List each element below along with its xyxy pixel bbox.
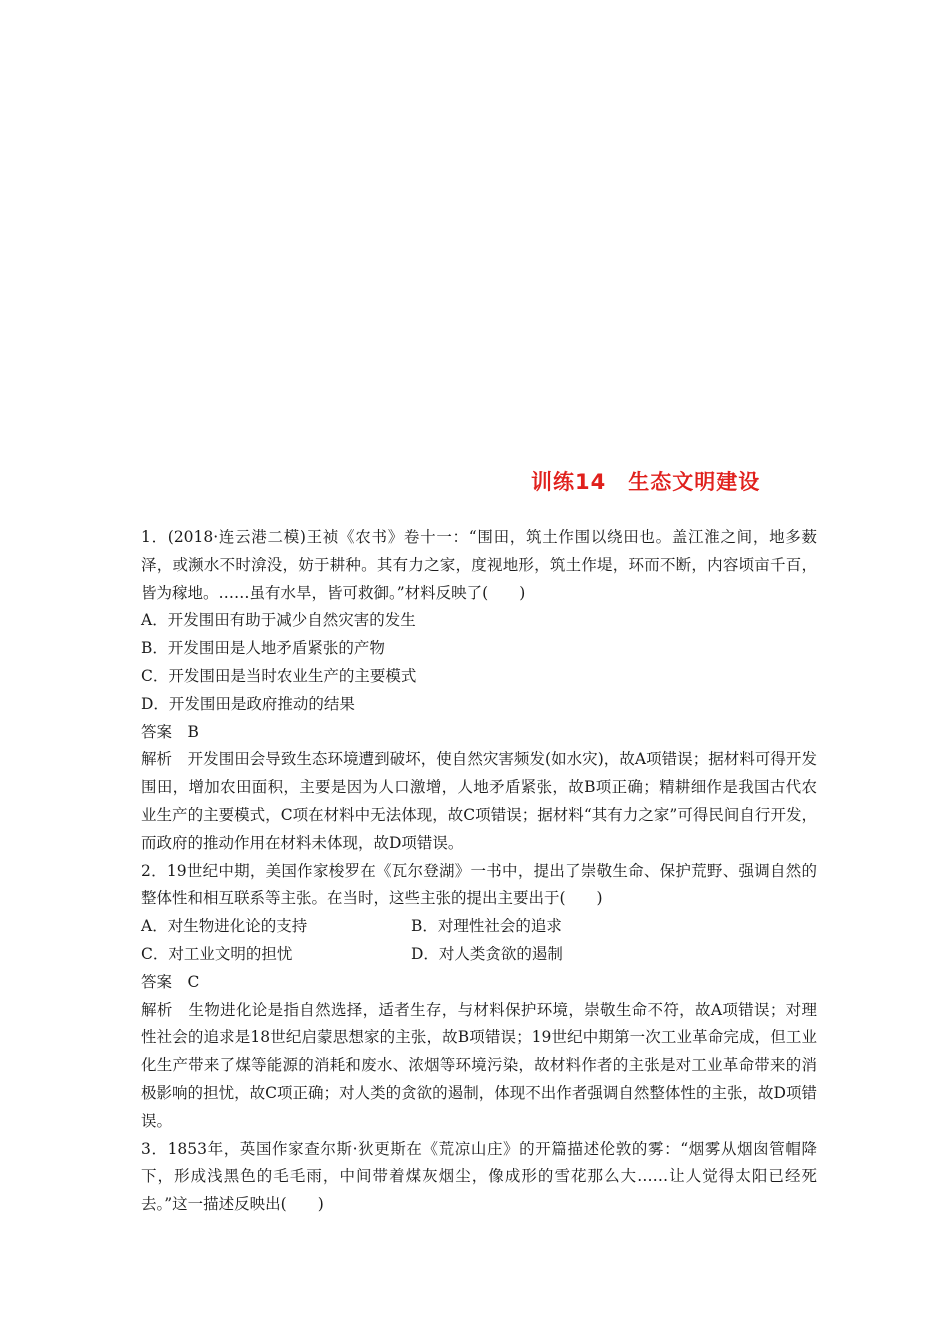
option-a: A．开发围田有助于减少自然灾害的发生 [141, 611, 416, 630]
page-title: 训练14 生态文明建设 [531, 470, 761, 494]
question-stem: 1．(2018·连云港二模)王祯《农书》卷十一：“围田，筑土作围以绕田也。盖江淮之间，地多薮泽，或濒水不时渰没，妨于耕种。其有力之家，度视地形，筑土作堤，环而不断，内容顷亩千百，皆为稼地。……虽有水旱，皆可救御。”材料反映了( ) [141, 528, 817, 602]
option-c: C．开发围田是当时农业生产的主要模式 [141, 666, 417, 685]
question-1 [141, 524, 817, 858]
option-c: C．对工业文明的担忧 [141, 944, 293, 963]
question-2 [141, 858, 817, 1136]
option-b: B．对理性社会的追求 [411, 917, 562, 936]
option-d: D．对人类贪欲的遏制 [411, 944, 563, 963]
option-b: B．开发围田是人地矛盾紧张的产物 [141, 639, 385, 658]
question-stem: 3．1853年，英国作家查尔斯·狄更斯在《荒凉山庄》的开篇描述伦敦的雾：“烟雾从烟囱管帽降下，形成浅黑色的毛毛雨，中间带着煤灰烟尘，像成形的雪花那么大……让人觉得太阳已经死去。”这一描述反映出( ) [141, 1139, 817, 1214]
option-row [141, 913, 817, 941]
question-list [141, 524, 817, 1219]
analysis: 解析 生物进化论是指自然选择，适者生存，与材料保护环境，崇敬生命不符，故A项错误；对理性社会的追求是18世纪启蒙思想家的主张，故B项错误；19世纪中期第一次工业革命完成，但工业化生产带来了煤等能源的消耗和废水、浓烟等环境污染，故材料作者的主张是对工业革命带来的消极影响的担忧，故C项正确；对人类的贪欲的遏制，体现不出作者强调自然整体性的主张，故D项错误。 [141, 1000, 817, 1130]
question-stem: 2．19世纪中期，美国作家梭罗在《瓦尔登湖》一书中，提出了崇敬生命、保护荒野、强调自然的整体性和相互联系等主张。在当时，这些主张的提出主要出于( ) [141, 861, 817, 908]
answer: 答案 B [141, 722, 199, 741]
option-row [141, 941, 817, 969]
option-a: A．对生物进化论的支持 [141, 917, 308, 936]
analysis: 解析 开发围田会导致生态环境遭到破坏，使自然灾害频发(如水灾)，故A项错误；据材料可得开发围田，增加农田面积，主要是因为人口激增，人地矛盾紧张，故B项正确；精耕细作是我国古代农业生产的主要模式，C项在材料中无法体现，故C项错误；据材料“其有力之家”可得民间自行开发，而政府的推动作用在材料未体现，故D项错误。 [141, 750, 817, 852]
answer: 答案 C [141, 972, 200, 991]
question-3 [141, 1136, 817, 1219]
option-d: D．开发围田是政府推动的结果 [141, 694, 355, 713]
